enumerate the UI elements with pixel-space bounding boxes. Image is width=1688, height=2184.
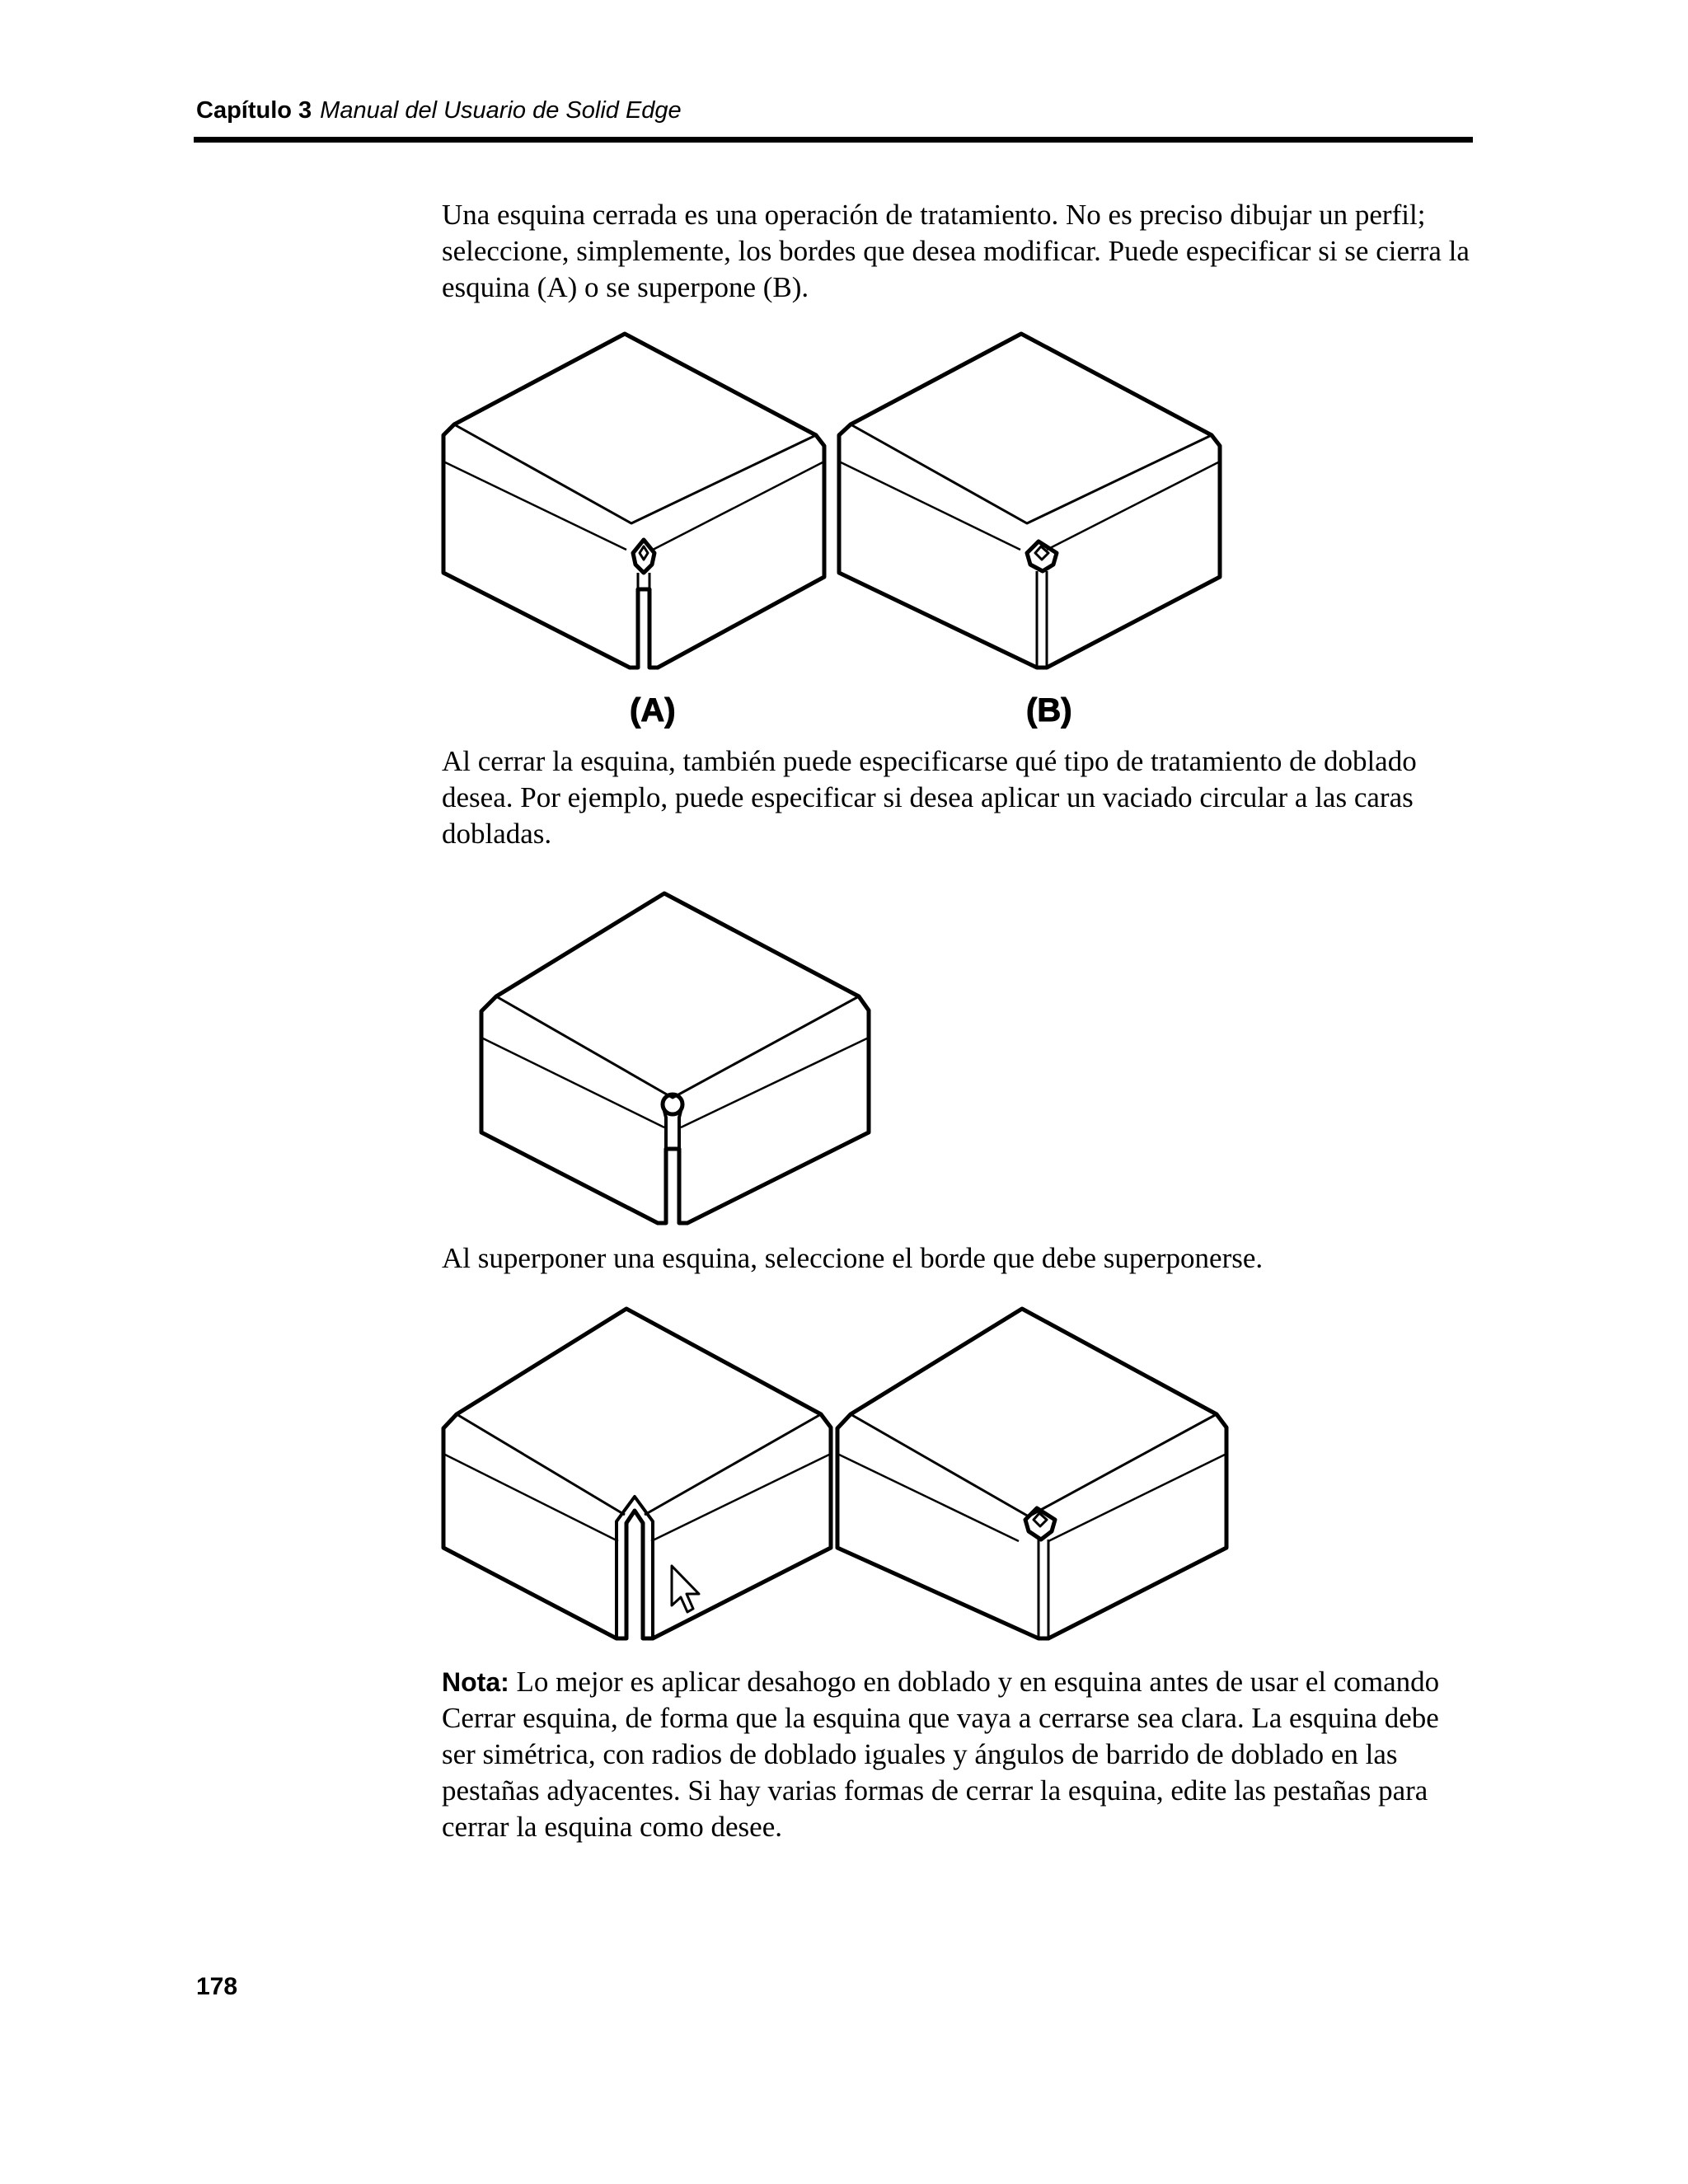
- paragraph-overlap: Al superponer una esquina, seleccione el borde que debe superponerse.: [442, 1242, 1264, 1274]
- figure-circular-relief: [473, 885, 877, 1231]
- mouse-pointer-icon: [672, 1566, 699, 1612]
- note-text: Lo mejor es aplicar desahogo en doblado y en esquina antes de usar el comando Cerrar esquina, de forma que la esquina que vaya a cerrarse sea clara. La esquina debe ser simétrica, con radios de doblado iguales y ángulos de barrido de doblado en las pestañas adyacentes. Si hay varias formas de cerrar la esquina, edite las pestañas para cerrar la esquina como desee.: [442, 1666, 1440, 1843]
- figure-corner-types: [437, 326, 1261, 729]
- figure-overlap-selection: [437, 1301, 1261, 1655]
- paragraph-intro: Una esquina cerrada es una operación de tratamiento. No es preciso dibujar un perfil; seleccione, simplemente, los bordes que desea modificar. Puede especificar si se cierra la esquina (A) o se superpone (B).: [442, 199, 1470, 303]
- sheet-metal-box-a: [443, 334, 824, 668]
- sheet-metal-box-open: [443, 1309, 831, 1638]
- note-label: Nota:: [442, 1667, 509, 1697]
- label-b: (B): [1026, 692, 1072, 729]
- header-rule: [194, 137, 1473, 143]
- chapter-label: Capítulo 3: [196, 97, 312, 124]
- sheet-metal-box-overlapped: [837, 1309, 1226, 1638]
- sheet-metal-box-b: [839, 334, 1220, 668]
- manual-title: Manual del Usuario de Solid Edge: [320, 97, 682, 124]
- paragraph-bend-treatment: Al cerrar la esquina, también puede especificarse qué tipo de tratamiento de doblado desea. Por ejemplo, puede especificar si desea aplicar un vaciado circular a las caras dobladas.: [442, 745, 1417, 850]
- running-header: [196, 97, 682, 124]
- note-paragraph: [442, 1664, 1472, 1845]
- page-number: 178: [196, 1973, 238, 2000]
- label-a: (A): [630, 692, 676, 729]
